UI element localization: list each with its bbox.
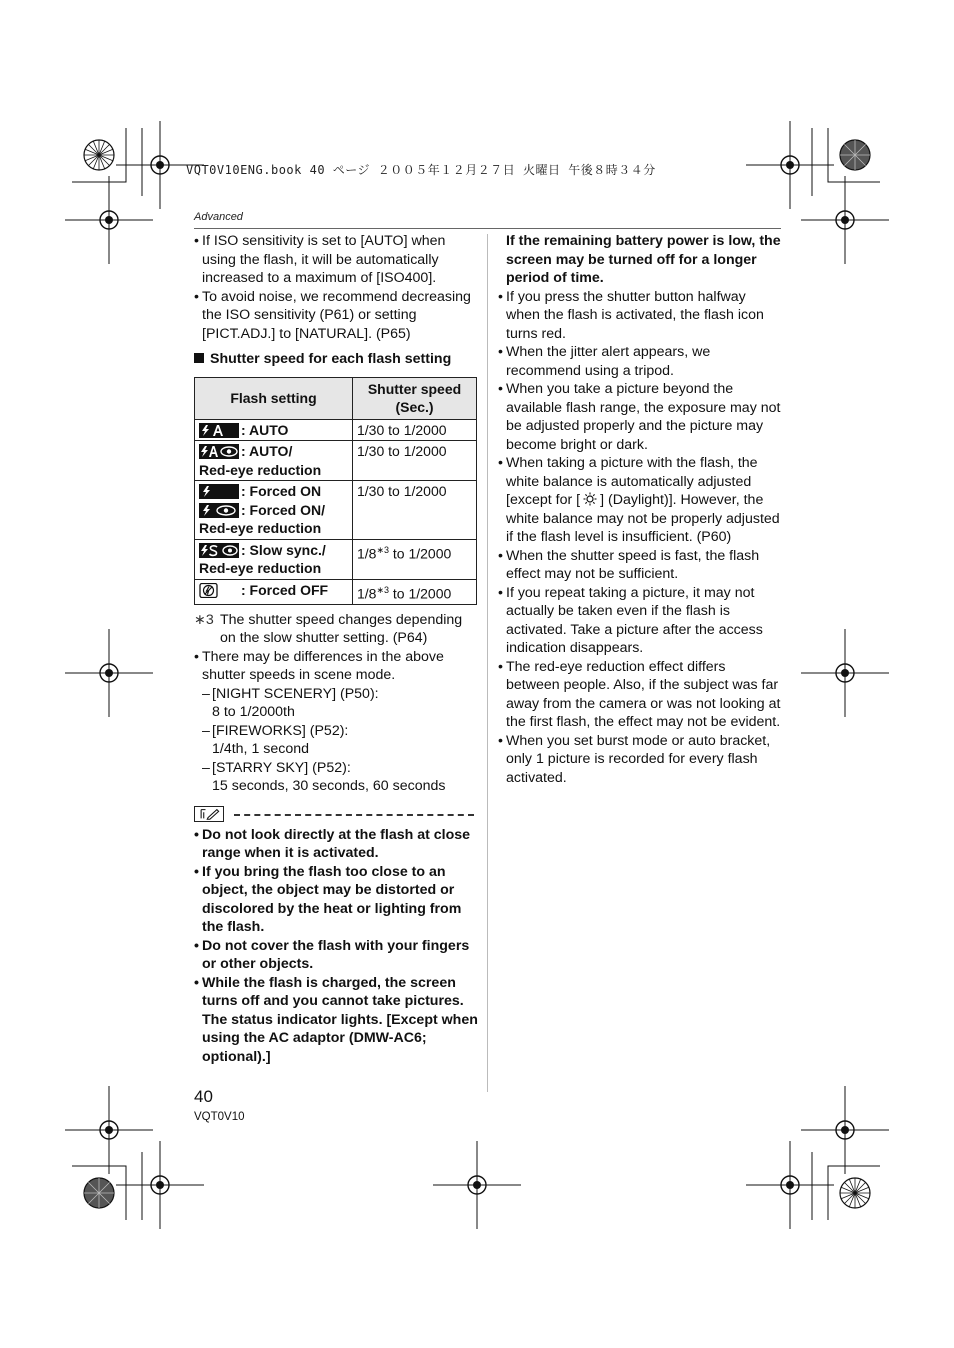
daylight-icon — [580, 492, 600, 506]
note-divider — [234, 814, 474, 816]
shutter-speed-value: $1/8^{∗3}$ to 1/2000 — [353, 539, 477, 579]
scene-item: – [STARRY SKY] (P52): — [202, 759, 351, 776]
flash-auto-redeye-icon — [199, 444, 239, 459]
note-item: • When the shutter speed is fast, the flash effect may not be sufficient. — [498, 547, 782, 584]
print-stamp: VQT0V10ENG.book 40 ページ ２００５年１２月２７日 火曜日 午後８時３４分 — [186, 163, 656, 177]
flash-forced-on-redeye-icon — [199, 503, 239, 518]
col-shutter-speed: Shutter speed (Sec.) — [353, 377, 477, 419]
left-column — [194, 232, 478, 1066]
note-item: • When you set burst mode or auto bracket, only 1 picture is recorded for every flash activated. — [498, 732, 782, 788]
table-row: : Forced OFF $1/8^{∗3}$ to 1/2000 — [195, 579, 477, 604]
table-heading: Shutter speed for each flash setting — [194, 350, 478, 369]
table-row: : AUTO 1/30 to 1/2000 — [195, 419, 477, 441]
battery-warning: If the remaining battery power is low, the screen may be turned off for a longer period of time. — [506, 233, 781, 286]
note-item: • Do not cover the flash with your fingers or other objects. — [194, 937, 478, 974]
bullet-noise: • To avoid noise, we recommend decreasing the ISO sensitivity (P61) or setting [PICT.ADJ.] to [NATURAL]. (P65) — [194, 288, 478, 344]
note-item: • If you bring the flash too close to an object, the object may be distorted or discolored by the heat or lighting from the flash. — [194, 863, 478, 937]
flash-setting-table — [194, 377, 477, 605]
page-number: 40 — [194, 1087, 213, 1106]
table-row: : AUTO/ Red-eye reduction 1/30 to 1/2000 — [195, 441, 477, 481]
shutter-speed-value: $1/8^{∗3}$ to 1/2000 — [353, 579, 477, 604]
shutter-speed-value: 1/30 to 1/2000 — [353, 441, 477, 481]
note-item: • If you repeat taking a picture, it may not actually be taken even if the flash is activated. Take a picture after the access indication disappears. — [498, 584, 782, 658]
note-item: • The red-eye reduction effect differs between people. Also, if the subject was far away from the camera or was not looking at the first flash, the effect may not be evident. — [498, 658, 782, 732]
square-bullet-icon — [194, 353, 204, 363]
memo-note-icon — [194, 806, 224, 822]
bullet-scene-mode: • There may be differences in the above shutter speeds in scene mode. — [194, 648, 478, 685]
note-item: • While the flash is charged, the screen turns off and you cannot take pictures. The status indicator lights. [Except when using the AC adaptor (DMW-AC6; optional).] — [194, 974, 478, 1067]
scene-item-value: 15 seconds, 30 seconds, 60 seconds — [212, 778, 446, 795]
table-row: : Slow sync./ Red-eye reduction $1/8^{∗3}$ to 1/2000 — [195, 539, 477, 579]
scene-item: – [FIREWORKS] (P52): — [202, 722, 349, 739]
note-item-white-balance: • When taking a picture with the flash, the white balance is automatically adjusted [except for [ ] (Daylight)]. However, the white balance may not be properly adjusted if the flash level is insufficient. (P60) — [498, 454, 782, 547]
flash-auto-icon — [199, 423, 239, 438]
model-code: VQT0V10 — [194, 1111, 245, 1123]
section-label: Advanced — [194, 211, 243, 223]
note-header — [194, 804, 478, 824]
table-header-row — [195, 377, 477, 419]
flash-off-icon — [199, 583, 239, 598]
flash-slow-sync-redeye-icon — [199, 543, 239, 558]
note-item: • When you take a picture beyond the available flash range, the exposure may not be adjusted properly and the picture may become bright or dark. — [498, 380, 782, 454]
footnote: ∗3 The shutter speed changes depending on the slow shutter setting. (P64) — [194, 611, 463, 647]
note-item: • When the jitter alert appears, we recommend using a tripod. — [498, 343, 782, 380]
scene-item: – [NIGHT SCENERY] (P50): — [202, 685, 379, 702]
right-column — [498, 232, 782, 787]
scene-item-value: 8 to 1/2000th — [212, 704, 295, 721]
scene-item-value: 1/4th, 1 second — [212, 741, 310, 758]
col-flash-setting: Flash setting — [195, 377, 353, 419]
note-item: • If you press the shutter button halfway when the flash is activated, the flash icon turns red. — [498, 288, 782, 344]
header-rule — [194, 228, 781, 229]
flash-forced-on-icon — [199, 484, 239, 499]
column-divider — [487, 234, 488, 1092]
note-item: • Do not look directly at the flash at close range when it is activated. — [194, 826, 478, 863]
table-row: : Forced ON : Forced ON/ Red-eye reduction 1/30 to 1/2000 — [195, 481, 477, 540]
bullet-iso-auto: • If ISO sensitivity is set to [AUTO] when using the flash, it will be automatically increased to a maximum of [ISO400]. — [194, 232, 478, 288]
shutter-speed-value: 1/30 to 1/2000 — [353, 419, 477, 441]
shutter-speed-value: 1/30 to 1/2000 — [353, 481, 477, 540]
